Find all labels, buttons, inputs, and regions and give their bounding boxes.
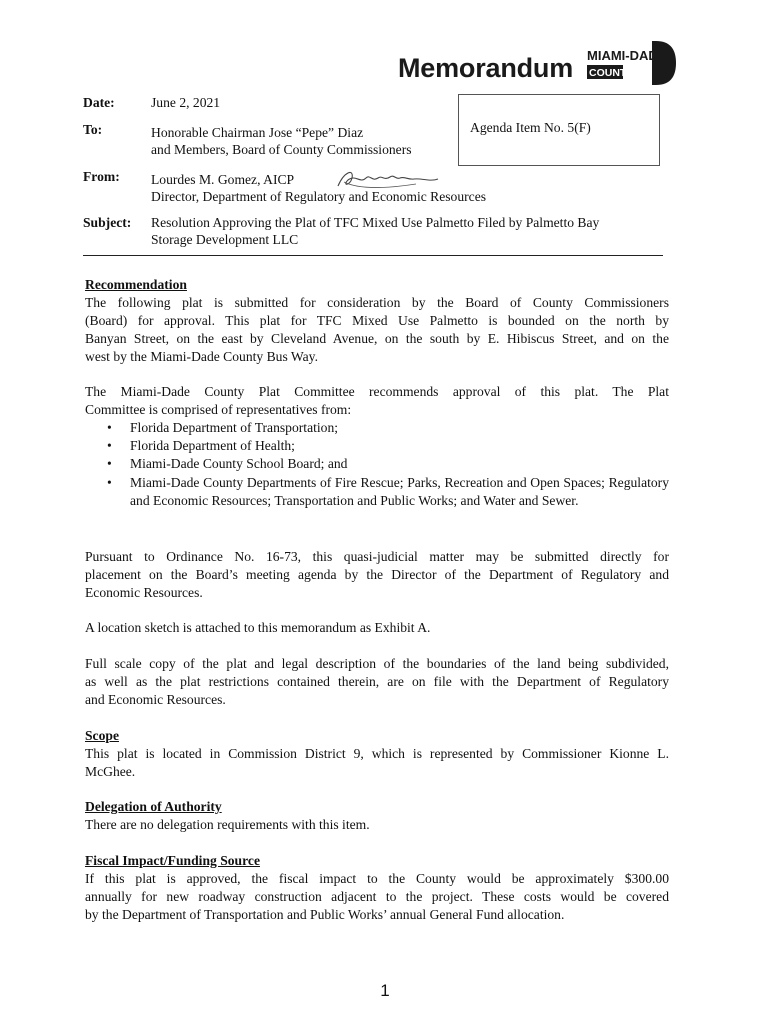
- to-line-1: Honorable Chairman Jose “Pepe” Diaz: [151, 125, 364, 140]
- recommendation-para3-line2: placement on the Board’s meeting agenda by the Director of the Department of Regulatory and: [85, 567, 669, 582]
- miami-dade-county-logo: [586, 41, 676, 85]
- delegation-heading: Delegation of Authority: [85, 799, 222, 814]
- logo-text-line1: MIAMI-DADE: [587, 48, 667, 63]
- recommendation-para4: A location sketch is attached to this memorandum as Exhibit A.: [85, 620, 431, 635]
- fiscal-line2: annually for new roadway construction adjacent to the project. These costs would be covered: [85, 889, 669, 904]
- recommendation-para3-line3: Economic Resources.: [85, 585, 203, 600]
- plat-committee-list: [85, 419, 669, 510]
- from-line-2: Director, Department of Regulatory and Economic Resources: [151, 189, 487, 204]
- delegation-text: There are no delegation requirements with this item.: [85, 817, 370, 832]
- recommendation-para1-line1: The following plat is submitted for consideration by the Board of County Commissioners: [85, 295, 669, 310]
- page-number: 1: [380, 981, 390, 1000]
- subject-line-2: Storage Development LLC: [151, 232, 299, 247]
- list-item: • Miami-Dade County Departments of Fire Rescue; Parks, Recreation and Open Spaces; Regulatory and Economic Resources; Transportation and Public Works; and Water and Sewer.: [85, 474, 669, 510]
- list-item: • Florida Department of Transportation;: [85, 419, 669, 437]
- recommendation-para5-line3: and Economic Resources.: [85, 692, 226, 707]
- date-value: June 2, 2021: [151, 95, 221, 110]
- recommendation-para5-line2: as well as the plat restrictions contained therein, are on file with the Department of Regulatory: [85, 674, 669, 689]
- recommendation-para2-line1: The Miami-Dade County Plat Committee recommends approval of this plat. The Plat: [85, 384, 669, 399]
- fiscal-heading: Fiscal Impact/Funding Source: [85, 853, 260, 868]
- scope-heading: Scope: [85, 728, 119, 743]
- to-label: To:: [83, 122, 103, 137]
- recommendation-para2-line2: Committee is comprised of representatives from:: [85, 402, 352, 417]
- recommendation-para3-line1: Pursuant to Ordinance No. 16-73, this quasi-judicial matter may be submitted directly for: [85, 549, 669, 564]
- from-label: From:: [83, 169, 120, 184]
- recommendation-para1-line4: west by the Miami-Dade County Bus Way.: [85, 349, 318, 364]
- to-line-2: and Members, Board of County Commissioners: [151, 142, 412, 157]
- agenda-item-number: Agenda Item No. 5(F): [470, 120, 591, 135]
- signature-mark: [330, 164, 442, 194]
- scope-line2: McGhee.: [85, 764, 136, 779]
- recommendation-para1-line3: Banyan Street, on the east by Cleveland Avenue, on the south by E. Hibiscus Street, and on the: [85, 331, 669, 346]
- subject-label: Subject:: [83, 215, 132, 230]
- fiscal-line3: by the Department of Transportation and Public Works’ annual General Fund allocation.: [85, 907, 565, 922]
- list-item: • Florida Department of Health;: [85, 437, 669, 455]
- header-divider: [83, 255, 663, 256]
- memo-title: Memorandum: [398, 53, 574, 83]
- logo-text-line2: COUNTY: [589, 67, 634, 79]
- recommendation-para1-line2: (Board) for approval. This plat for TFC Mixed Use Palmetto is bounded on the north by: [85, 313, 669, 328]
- date-label: Date:: [83, 95, 115, 110]
- fiscal-line1: If this plat is approved, the fiscal impact to the County would be approximately $300.00: [85, 871, 669, 886]
- recommendation-heading: Recommendation: [85, 277, 187, 292]
- from-line-1: Lourdes M. Gomez, AICP: [151, 172, 295, 187]
- recommendation-para5-line1: Full scale copy of the plat and legal description of the boundaries of the land being subdivided,: [85, 656, 669, 671]
- scope-line1: This plat is located in Commission District 9, which is represented by Commissioner Kionne L.: [85, 746, 669, 761]
- list-item: • Miami-Dade County School Board; and: [85, 455, 669, 473]
- subject-line-1: Resolution Approving the Plat of TFC Mixed Use Palmetto Filed by Palmetto Bay: [151, 215, 600, 230]
